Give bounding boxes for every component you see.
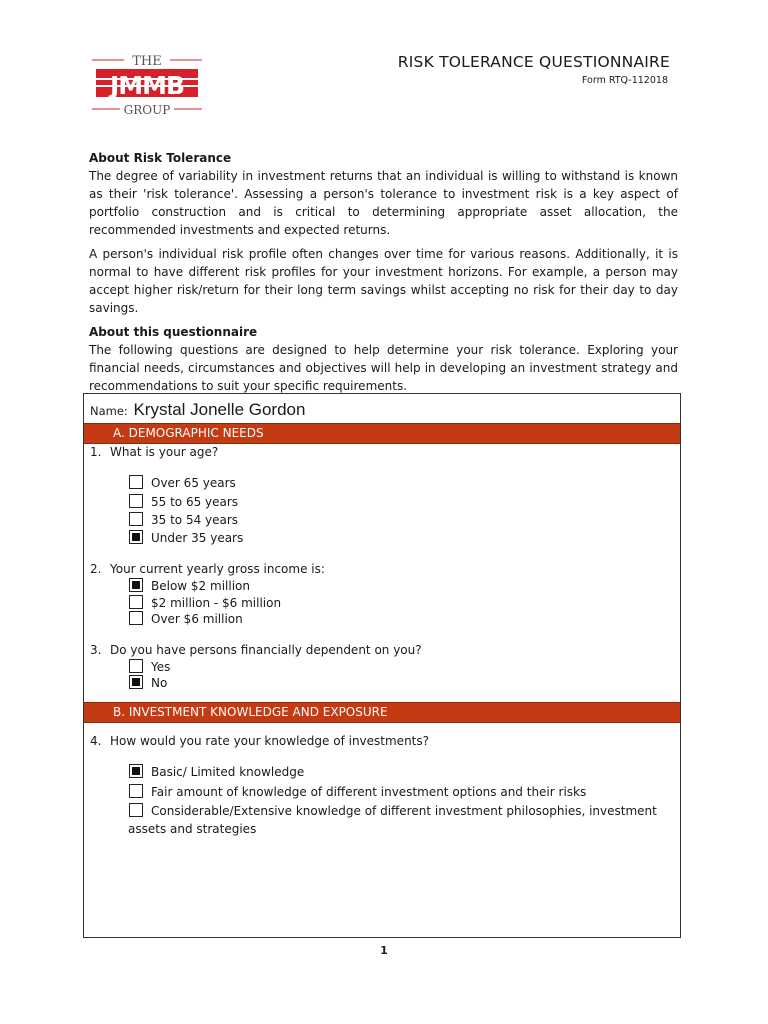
name-label: Name: xyxy=(90,404,128,418)
name-field[interactable]: Krystal Jonelle Gordon xyxy=(133,400,306,419)
q1-option-1[interactable] xyxy=(129,475,236,491)
q2-option-2[interactable] xyxy=(129,595,281,611)
checkbox-checked[interactable] xyxy=(129,578,143,592)
about-risk-paragraph-1: The degree of variability in investment returns that an individual is willing to withstand is known as their 'risk tolerance'. Assessing a person's tolerance to investment risk is a key aspect of portfolio construction and is critical to determining appropriate asset allocation, the recommended investments and expected returns. xyxy=(89,169,678,237)
section-b-header xyxy=(84,702,680,723)
checkbox-checked[interactable] xyxy=(129,675,143,689)
question-number: 3. xyxy=(90,643,102,657)
option-label: Under 35 years xyxy=(151,531,244,545)
q3-option-1[interactable] xyxy=(129,659,170,675)
q1-option-4[interactable] xyxy=(129,530,243,546)
checkbox[interactable] xyxy=(129,659,143,673)
company-logo xyxy=(90,52,204,118)
q2-option-3[interactable] xyxy=(129,611,243,627)
about-risk-paragraph-2: A person's individual risk profile often changes over time for various reasons. Additionally, it is normal to have different risk profiles for your investment horizons. For example, a person may accept higher risk/return for their long term savings whilst accepting no risk for their day to day savings. xyxy=(89,247,678,315)
option-label: 55 to 65 years xyxy=(151,495,239,509)
checkbox-checked[interactable] xyxy=(129,764,143,778)
option-label: 35 to 54 years xyxy=(151,513,239,527)
checkbox[interactable] xyxy=(129,494,143,508)
about-questionnaire-paragraph: The following questions are designed to help determine your risk tolerance. Exploring your financial needs, circumstances and objectives will help in developing an investment strategy and recommendations to suit your specific requirements. xyxy=(89,343,678,393)
section-a-header xyxy=(84,423,680,444)
option-label: No xyxy=(151,676,168,690)
q4-option-1[interactable] xyxy=(129,764,304,780)
about-questionnaire-heading: About this questionnaire xyxy=(89,325,258,339)
checkbox[interactable] xyxy=(129,784,143,798)
q2-option-1[interactable] xyxy=(129,578,250,594)
option-label: Yes xyxy=(151,660,171,674)
question-2 xyxy=(90,562,325,576)
q3-option-2[interactable] xyxy=(129,675,167,691)
checkbox[interactable] xyxy=(129,803,143,817)
questionnaire-form xyxy=(83,393,681,938)
document-title: RISK TOLERANCE QUESTIONNAIRE xyxy=(397,53,670,71)
option-label: $2 million - $6 million xyxy=(151,596,282,610)
option-label: Basic/ Limited knowledge xyxy=(151,765,305,779)
checkbox[interactable] xyxy=(129,595,143,609)
q1-option-2[interactable] xyxy=(129,494,238,510)
q1-option-3[interactable] xyxy=(129,512,238,528)
section-a-title: A. DEMOGRAPHIC NEEDS xyxy=(113,426,264,440)
checkbox[interactable] xyxy=(129,512,143,526)
intro-section xyxy=(89,149,678,395)
logo-main-text: JMMB xyxy=(109,71,185,100)
logo-top-text: THE xyxy=(132,54,162,69)
question-3 xyxy=(90,643,422,657)
option-label: Fair amount of knowledge of different investment options and their risks xyxy=(151,785,587,799)
q4-option-2[interactable] xyxy=(129,784,586,800)
option-label: Below $2 million xyxy=(151,579,250,593)
question-number: 2. xyxy=(90,562,102,576)
question-4 xyxy=(90,734,429,748)
checkbox[interactable] xyxy=(129,611,143,625)
checkbox-checked[interactable] xyxy=(129,530,143,544)
about-risk-heading: About Risk Tolerance xyxy=(89,151,232,165)
option-label: Over 65 years xyxy=(151,476,236,490)
checkbox[interactable] xyxy=(129,475,143,489)
option-label: Considerable/Extensive knowledge of different investment philosophies, investment xyxy=(151,804,657,818)
q4-option-3[interactable] xyxy=(129,803,657,819)
logo-bottom-text: GROUP xyxy=(123,103,171,117)
page-number: 1 xyxy=(380,944,388,957)
question-text: How would you rate your knowledge of investments? xyxy=(110,734,429,748)
question-text: Your current yearly gross income is: xyxy=(110,562,325,576)
section-b-title: B. INVESTMENT KNOWLEDGE AND EXPOSURE xyxy=(113,705,388,719)
question-number: 1. xyxy=(90,445,102,459)
form-number: Form RTQ-112018 xyxy=(581,75,668,86)
name-row xyxy=(90,400,305,420)
question-text: Do you have persons financially dependent on you? xyxy=(110,643,422,657)
question-text: What is your age? xyxy=(110,445,219,459)
question-number: 4. xyxy=(90,734,102,748)
jmmb-logo-graphic xyxy=(90,52,204,118)
q4-option-3-continuation: assets and strategies xyxy=(128,822,257,836)
option-label: Over $6 million xyxy=(151,612,243,626)
question-1 xyxy=(90,445,218,459)
